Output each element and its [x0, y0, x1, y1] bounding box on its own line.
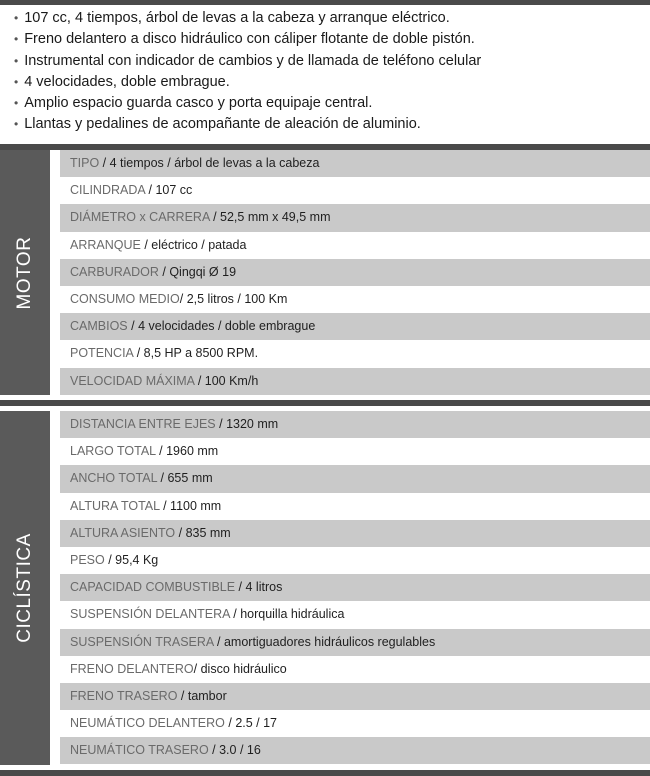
bullet-icon: •: [14, 32, 19, 47]
spec-key: NEUMÁTICO DELANTERO: [70, 716, 225, 731]
spec-value: horquilla hidráulica: [240, 607, 345, 622]
spec-key: FRENO TRASERO: [70, 688, 178, 703]
spec-separator: /: [213, 634, 224, 649]
feature-text: Amplio espacio guarda casco y porta equipaje central.: [24, 95, 373, 112]
spec-separator: /: [177, 688, 188, 703]
bullet-icon: •: [14, 117, 19, 132]
spec-separator: /: [179, 291, 187, 306]
spec-row: [60, 368, 650, 395]
spec-row: [60, 710, 650, 737]
spec-value: 4 tiempos / árbol de levas a la cabeza: [109, 156, 320, 170]
spec-row: [60, 629, 650, 656]
spec-row: [60, 601, 650, 628]
spec-separator: /: [194, 373, 205, 388]
spec-key: DIÁMETRO x CARRERA: [70, 210, 210, 225]
feature-item: [14, 93, 644, 114]
spec-key: SUSPENSIÓN DELANTERA: [70, 607, 230, 622]
motor-spec-table: [60, 150, 650, 395]
ciclistica-label: CICLÍSTICA: [14, 533, 35, 643]
feature-text: Llantas y pedalines de acompañante de aleación de aluminio.: [24, 116, 421, 133]
spec-separator: /: [140, 237, 152, 252]
spec-row: [60, 574, 650, 601]
spec-row: [60, 547, 650, 574]
spec-key: CAPACIDAD COMBUSTIBLE: [70, 580, 236, 595]
spec-value: 1960 mm: [166, 444, 219, 459]
spec-value: 655 mm: [167, 471, 213, 486]
spec-value: 2.5 / 17: [235, 716, 278, 731]
spec-separator: /: [145, 183, 156, 198]
spec-separator: /: [155, 444, 167, 459]
spec-value: amortiguadores hidráulicos regulables: [223, 634, 436, 649]
feature-item: [14, 51, 644, 72]
spec-value: 8,5 HP a 8500 RPM.: [143, 346, 259, 361]
spec-row: [60, 656, 650, 683]
spec-key: ALTURA ASIENTO: [70, 525, 176, 540]
spec-key: ARRANQUE: [70, 237, 141, 252]
feature-item: [14, 29, 644, 50]
ciclistica-divider: [0, 400, 650, 406]
spec-key: PESO: [70, 552, 105, 567]
spec-row: [60, 286, 650, 313]
spec-row: [60, 232, 650, 259]
spec-value: 1100 mm: [170, 498, 222, 513]
spec-key: CAMBIOS: [70, 319, 128, 334]
spec-row: [60, 520, 650, 547]
ciclistica-section-label: [0, 411, 50, 765]
spec-value: 1320 mm: [226, 417, 279, 431]
feature-text: Instrumental con indicador de cambios y de llamada de teléfono celular: [24, 52, 482, 69]
spec-row: [60, 493, 650, 520]
spec-value: 95,4 Kg: [115, 552, 159, 567]
spec-value: Qingqi Ø 19: [169, 264, 237, 279]
spec-value: 107 cc: [155, 183, 193, 198]
spec-key: CILINDRADA: [70, 183, 146, 198]
spec-value: 3.0 / 16: [219, 743, 261, 758]
feature-text: 4 velocidades, doble embrague.: [24, 73, 230, 90]
spec-row: [60, 340, 650, 367]
spec-key: CARBURADOR: [70, 264, 159, 279]
motor-section-label: [0, 150, 50, 395]
spec-key: LARGO TOTAL: [70, 444, 156, 459]
spec-key: FRENO DELANTERO: [70, 661, 194, 676]
spec-separator: /: [104, 552, 116, 567]
spec-value: disco hidráulico: [200, 661, 287, 676]
spec-value: 4 litros: [245, 580, 283, 595]
spec-separator: /: [175, 525, 186, 540]
ciclistica-spec-table: [60, 411, 650, 764]
spec-row: [60, 177, 650, 204]
spec-value: 2,5 litros / 100 Km: [186, 291, 288, 306]
spec-row: [60, 683, 650, 710]
feature-item: [14, 72, 644, 93]
spec-row: [60, 465, 650, 492]
bullet-icon: •: [14, 96, 19, 111]
feature-item: [14, 8, 644, 29]
feature-text: 107 cc, 4 tiempos, árbol de levas a la cabeza y arranque eléctrico.: [24, 10, 450, 26]
spec-separator: /: [99, 156, 110, 170]
spec-separator: /: [158, 264, 170, 279]
spec-value: 52,5 mm x 49,5 mm: [220, 210, 331, 225]
spec-row: [60, 204, 650, 231]
bottom-divider: [0, 770, 650, 776]
spec-value: eléctrico / patada: [151, 237, 247, 252]
spec-key: SUSPENSIÓN TRASERA: [70, 634, 214, 649]
feature-text: Freno delantero a disco hidráulico con cáliper flotante de doble pistón.: [24, 31, 475, 48]
spec-key: POTENCIA: [70, 346, 134, 361]
spec-separator: /: [224, 716, 236, 731]
feature-item: [14, 114, 644, 135]
spec-value: 835 mm: [185, 525, 231, 540]
spec-value: 4 velocidades / doble embrague: [138, 319, 316, 334]
motor-label: MOTOR: [14, 236, 35, 309]
spec-separator: /: [127, 319, 139, 334]
top-divider: [0, 0, 650, 5]
spec-value: 100 Km/h: [204, 373, 259, 388]
feature-list: [14, 8, 644, 136]
spec-row: [60, 737, 650, 764]
spec-value: tambor: [187, 688, 227, 703]
spec-row: [60, 313, 650, 340]
spec-key: VELOCIDAD MÁXIMA: [70, 373, 195, 388]
spec-key: DISTANCIA ENTRE EJES: [70, 417, 216, 431]
spec-separator: /: [215, 417, 227, 431]
spec-separator: /: [193, 661, 201, 676]
spec-key: NEUMÁTICO TRASERO: [70, 743, 209, 758]
bullet-icon: •: [14, 11, 19, 25]
spec-separator: /: [235, 580, 246, 595]
spec-key: ANCHO TOTAL: [70, 471, 158, 486]
spec-row: [60, 150, 650, 177]
spec-separator: /: [209, 210, 221, 225]
spec-key: CONSUMO MEDIO: [70, 291, 180, 306]
spec-separator: /: [133, 346, 144, 361]
spec-key: ALTURA TOTAL: [70, 498, 160, 513]
spec-row: [60, 259, 650, 286]
bullet-icon: •: [14, 74, 19, 89]
bullet-icon: •: [14, 53, 19, 68]
spec-separator: /: [159, 498, 171, 513]
spec-separator: /: [229, 607, 241, 622]
spec-row: [60, 438, 650, 465]
spec-separator: /: [208, 743, 220, 758]
spec-key: TIPO: [70, 156, 100, 170]
spec-separator: /: [157, 471, 168, 486]
spec-row: [60, 411, 650, 438]
